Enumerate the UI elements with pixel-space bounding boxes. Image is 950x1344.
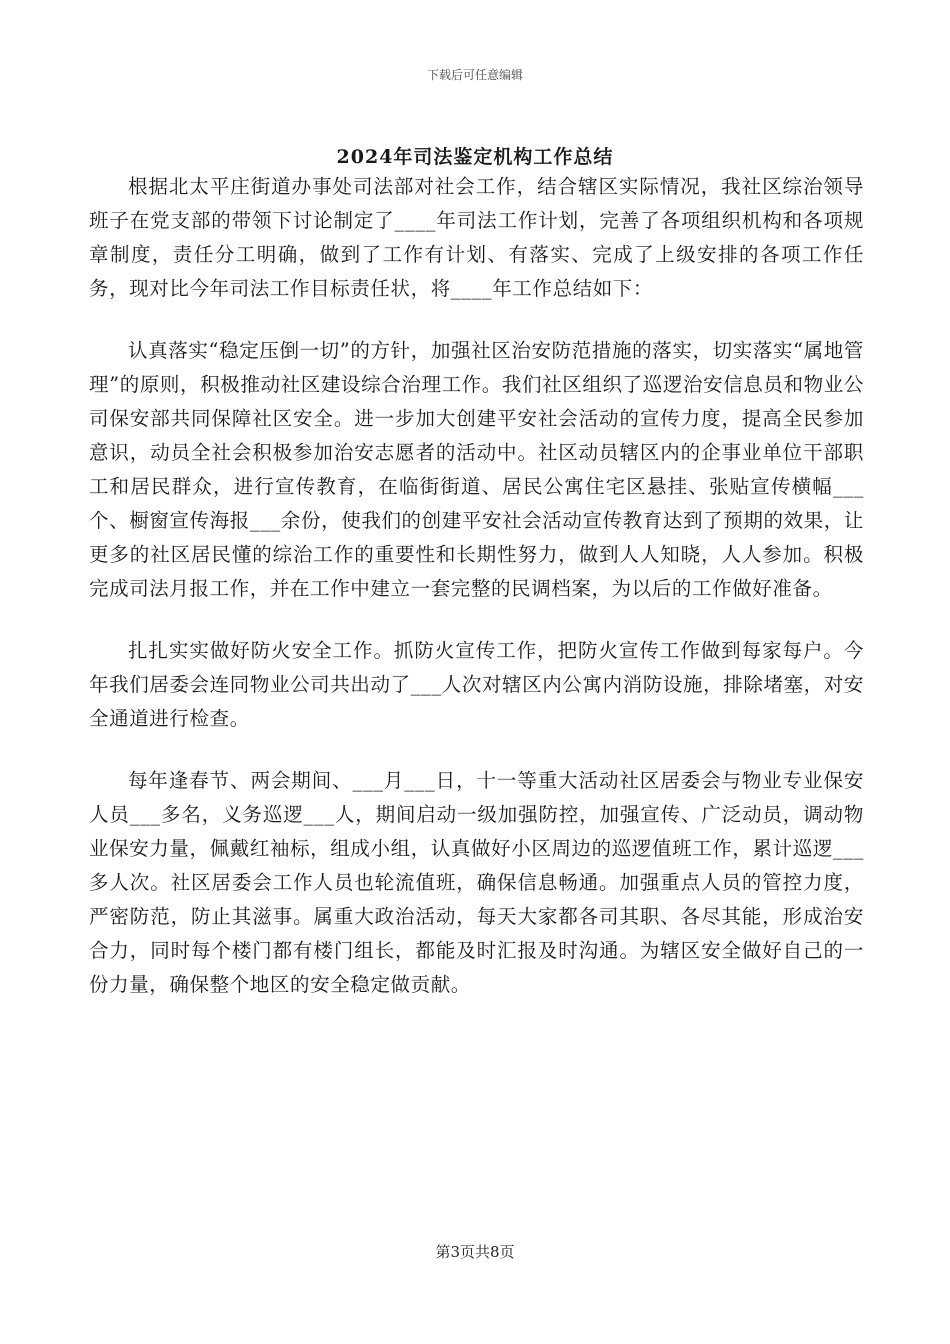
header-note: 下载后可任意编辑	[426, 68, 523, 82]
document-title: 2024年司法鉴定机构工作总结	[336, 146, 614, 168]
page-number: 第3页共8页	[435, 1243, 515, 1261]
paragraph-2: 认真落实“稳定压倒一切”的方针，加强社区治安防范措施的落实，切实落实“属地管理”的原则，积极推动社区建设综合治理工作。我们社区组织了巡逻治安信息员和物业公司保安部共同保障社区安全。进一步加大创建平安社会活动的宣传力度，提高全民参加意识，动员全社会积极参加治安志愿者的活动中。社区动员辖区内的企事业单位干部职工和居民群众，进行宣传教育，在临街街道、居民公寓住宅区悬挂、张贴宣传横幅___个、橱窗宣传海报___余份，使我们的创建平安社会活动宣传教育达到了预期的效果，让更多的社区居民懂的综治工作的重要性和长期性努力，做到人人知晓，人人参加。积极完成司法月报工作，并在工作中建立一套完整的民调档案，为以后的工作做好准备。	[89, 339, 864, 600]
document-body	[89, 170, 864, 1030]
paragraph-3: 扎扎实实做好防火安全工作。抓防火宣传工作，把防火宣传工作做到每家每户。今年我们居委会连同物业公司共出动了___人次对辖区内公寓内消防设施，排除堵塞，对安全通道进行检查。	[89, 639, 864, 730]
paragraph-4: 每年逢春节、两会期间、___月___日，十一等重大活动社区居委会与物业专业保安人员___多名，义务巡逻___人，期间启动一级加强防控，加强宣传、广泛动员，调动物业保安力量，佩戴红袖标，组成小组，认真做好小区周边的巡逻值班工作，累计巡逻___多人次。社区居委会工作人员也轮流值班，确保信息畅通。加强重点人员的管控力度，严密防范，防止其滋事。属重大政治活动，每天大家都各司其职、各尽其能，形成治安合力，同时每个楼门都有楼门组长，都能及时汇报及时沟通。为辖区安全做好自己的一份力量，确保整个地区的安全稳定做贡献。	[89, 769, 864, 996]
paragraph-1: 根据北太平庄街道办事处司法部对社会工作，结合辖区实际情况，我社区综治领导班子在党支部的带领下讨论制定了____年司法工作计划，完善了各项组织机构和各项规章制度，责任分工明确，做到了工作有计划、有落实、完成了上级安排的各项工作任务，现对比今年司法工作目标责任状，将____年工作总结如下：	[89, 175, 864, 300]
